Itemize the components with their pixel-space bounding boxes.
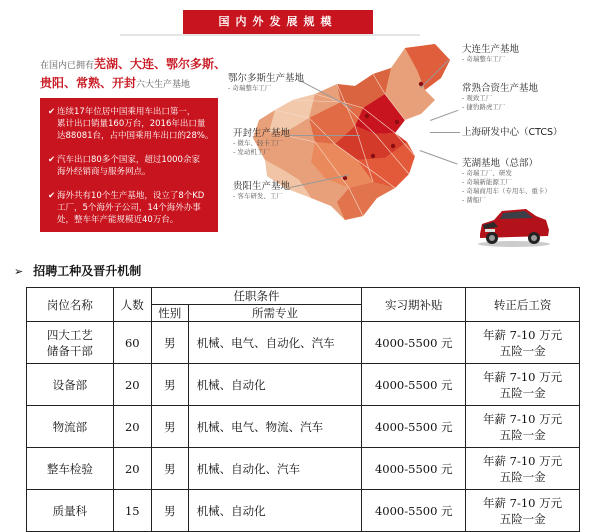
cell-major: 机械、自动化 [188, 364, 362, 406]
base-wuhu [462, 155, 551, 205]
base-wuhu-title: 芜湖基地（总部） [462, 158, 539, 169]
intro-text [40, 56, 240, 94]
highlights-box [40, 98, 218, 232]
highlight-bullet-2 [48, 154, 216, 178]
table-row [27, 322, 580, 364]
bullet-1-line-1: 连续17年位居中国乘用车出口第一， [57, 107, 196, 117]
red-suv-image [474, 200, 552, 248]
cell-gender: 男 [151, 364, 188, 406]
base-shanghai [462, 124, 563, 138]
cell-gender: 男 [151, 406, 188, 448]
table-row [27, 448, 580, 490]
base-changshu-item-2: - 捷豹路虎工厂 [462, 103, 506, 111]
cell-gender: 男 [151, 448, 188, 490]
base-ordos-item: - 奇瑞整车工厂 [228, 84, 272, 92]
header-position: 岗位名称 [27, 288, 114, 322]
banner-title: 国内外发展规模 [183, 10, 373, 34]
company-scale-infographic [0, 0, 593, 255]
cell-pay: 4000-5500 元 [362, 406, 466, 448]
header-requirements: 任职条件 [151, 288, 362, 305]
cell-pay: 4000-5500 元 [362, 364, 466, 406]
section-title: 招聘工种及晋升机制 [33, 264, 142, 278]
cell-major: 机械、自动化 [188, 490, 362, 532]
cell-position: 质量科 [27, 490, 114, 532]
base-guiyang [233, 178, 290, 201]
bullet-2-line-2: 海外经销商与服务网点。 [57, 167, 151, 177]
base-shanghai-title: 上海研发中心（CTCS） [462, 127, 563, 138]
cell-pay: 4000-5500 元 [362, 490, 466, 532]
cell-major: 机械、自动化、汽车 [188, 448, 362, 490]
table-row [27, 406, 580, 448]
table-header-row [27, 288, 580, 305]
highlight-bullet-1 [48, 106, 216, 142]
cell-count: 15 [113, 490, 151, 532]
base-wuhu-item-4: - 凿船厂 [462, 196, 486, 204]
bullet-3-line-3: 处，整车年产能规模近40万台。 [57, 215, 179, 225]
arrow-bullet-icon: ➢ [14, 265, 24, 278]
cell-position: 整车检验 [27, 448, 114, 490]
base-kaifeng [233, 125, 290, 157]
cell-salary: 年薪 7-10 万元 五险一金 [466, 490, 580, 532]
base-ordos-title: 鄂尔多斯生产基地 [228, 73, 305, 84]
recruitment-table [26, 287, 580, 532]
check-icon: ✔ [48, 155, 56, 165]
base-wuhu-item-2: - 奇瑞新能源工厂 [462, 178, 512, 186]
base-guiyang-item: - 客车研发、工厂 [233, 192, 283, 200]
cell-salary: 年薪 7-10 万元 五险一金 [466, 322, 580, 364]
cell-count: 60 [113, 322, 151, 364]
base-kaifeng-item-2: - 发动机工厂 [233, 148, 270, 156]
header-intern-pay: 实习期补贴 [362, 288, 466, 322]
base-changshu [462, 80, 538, 112]
intro-suffix: 六大生产基地 [136, 80, 191, 90]
cell-position: 四大工艺 储备干部 [27, 322, 114, 364]
cell-count: 20 [113, 448, 151, 490]
header-gender: 性别 [151, 305, 188, 322]
header-count: 人数 [113, 288, 151, 322]
cell-major: 机械、电气、自动化、汽车 [188, 322, 362, 364]
header-regular-salary: 转正后工资 [466, 288, 580, 322]
cell-salary: 年薪 7-10 万元 五险一金 [466, 364, 580, 406]
leader-line [430, 132, 460, 133]
bullet-1-line-3: 达88081台，占中国乘用车出口的28%。 [57, 131, 214, 141]
intro-highlight-2: 贵阳、常熟、开封 [40, 76, 137, 90]
table-row [27, 364, 580, 406]
cell-salary: 年薪 7-10 万元 五险一金 [466, 406, 580, 448]
check-icon: ✔ [48, 191, 56, 201]
base-wuhu-item-3: - 奇瑞商用车（专用车、重卡） [462, 187, 551, 195]
base-dalian-item: - 奇瑞整车工厂 [462, 55, 506, 63]
cell-gender: 男 [151, 490, 188, 532]
base-wuhu-item-1: - 奇瑞工厂、研发 [462, 169, 512, 177]
leader-line [290, 135, 360, 136]
highlight-bullet-3 [48, 190, 216, 226]
base-changshu-item-1: - 观致工厂 [462, 94, 493, 102]
cell-count: 20 [113, 406, 151, 448]
bullet-3-line-2: 工厂，5个海外子公司，14个海外办事 [57, 203, 201, 213]
table-row [27, 490, 580, 532]
base-ordos [228, 70, 304, 93]
base-guiyang-title: 贵阳生产基地 [233, 181, 291, 192]
cell-position: 设备部 [27, 364, 114, 406]
cell-pay: 4000-5500 元 [362, 322, 466, 364]
cell-salary: 年薪 7-10 万元 五险一金 [466, 448, 580, 490]
cell-major: 机械、电气、物流、汽车 [188, 406, 362, 448]
cell-position: 物流部 [27, 406, 114, 448]
cell-count: 20 [113, 364, 151, 406]
bullet-1-line-2: 累计出口销量160万台，2016年出口量 [57, 119, 206, 129]
section-heading [14, 262, 141, 279]
intro-highlight-1: 芜湖、大连、鄂尔多斯、 [94, 57, 227, 71]
cell-gender: 男 [151, 322, 188, 364]
base-changshu-title: 常熟合资生产基地 [462, 83, 539, 94]
check-icon: ✔ [48, 107, 56, 117]
banner-underline [120, 34, 420, 36]
intro-prefix: 在国内已拥有 [40, 61, 95, 71]
base-kaifeng-title: 开封生产基地 [233, 128, 291, 139]
base-dalian [462, 41, 519, 64]
bullet-3-line-1: 海外共有10个生产基地，设立了8个KD [57, 191, 205, 201]
base-dalian-title: 大连生产基地 [462, 44, 520, 55]
cell-pay: 4000-5500 元 [362, 448, 466, 490]
base-kaifeng-item-1: - 微车、轻卡工厂 [233, 139, 283, 147]
header-major: 所需专业 [188, 305, 362, 322]
bullet-2-line-1: 汽车出口80多个国家，超过1000余家 [57, 155, 200, 165]
